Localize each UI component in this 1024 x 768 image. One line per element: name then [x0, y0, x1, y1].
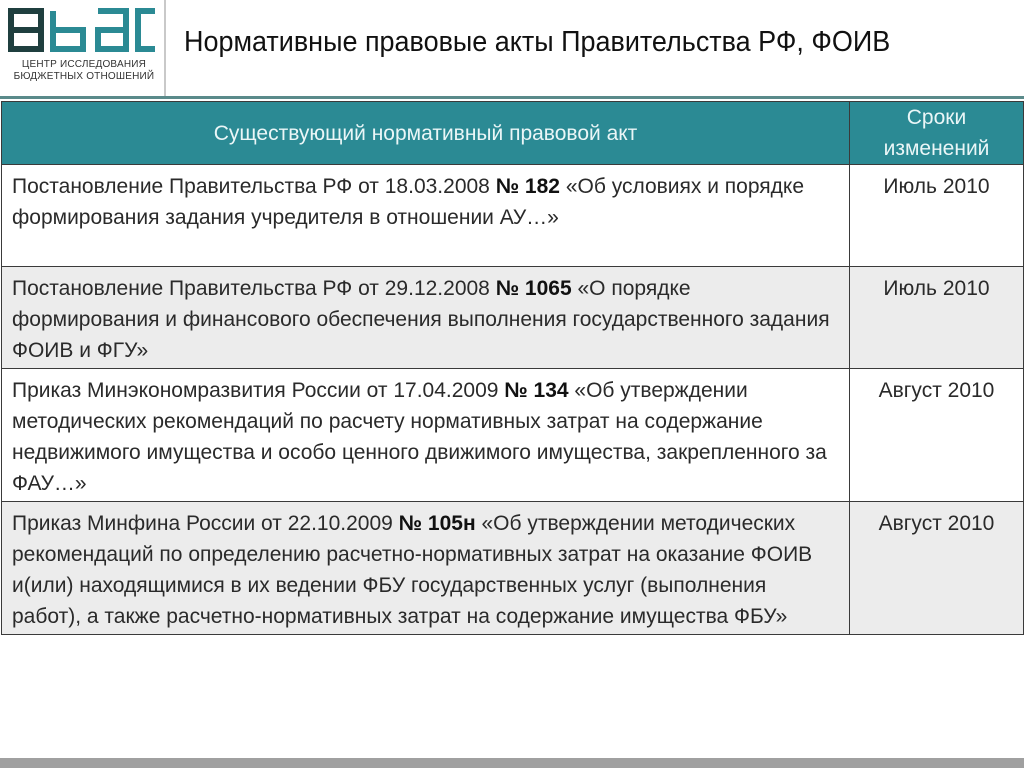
- term-cell: Июль 2010: [850, 165, 1024, 267]
- act-cell: [2, 165, 850, 267]
- term-cell: Август 2010: [850, 502, 1024, 635]
- header-term: Сроки изменений: [850, 102, 1024, 165]
- act-suffix: «Об утверждении методических рекомендаций по расчету нормативных затрат на содержание недвижимого имущества и особо ценного движимого имущества, закрепленного за ФАУ…»: [12, 379, 827, 495]
- act-prefix: Приказ Минэкономразвития России от 17.04.2009: [12, 379, 505, 402]
- footer-bar: [0, 758, 1024, 768]
- logo-mark-icon: [8, 8, 158, 54]
- act-cell: [2, 502, 850, 635]
- act-prefix: Постановление Правительства РФ от 18.03.2008: [12, 175, 496, 198]
- act-cell: [2, 267, 850, 369]
- act-suffix: «Об условиях и порядке формирования задания учредителя в отношении АУ…»: [12, 175, 805, 229]
- act-prefix: Приказ Минфина России от 22.10.2009: [12, 512, 399, 535]
- act-number: № 105н: [398, 512, 476, 535]
- header-divider: [0, 96, 1024, 99]
- act-number: № 1065: [495, 277, 572, 300]
- table-row: [2, 165, 1024, 267]
- logo-caption-line1: ЦЕНТР ИССЛЕДОВАНИЯ: [21, 59, 147, 70]
- act-cell: [2, 369, 850, 502]
- logo-block: [0, 0, 166, 96]
- act-suffix: «О порядке формирования и финансового обеспечения выполнения государственного задания ФОИВ и ФГУ»: [12, 277, 830, 362]
- act-suffix: «Об утверждении методических рекомендаций по определению расчетно-нормативных затрат на оказание ФОИВ и(или) находящимися в их ведении ФБУ государственных услуг (выполнения работ), а также расчетно-нормативных затрат на содержание имущества ФБУ»: [12, 512, 813, 628]
- table-row: [2, 267, 1024, 369]
- term-cell: Июль 2010: [850, 267, 1024, 369]
- act-number: № 134: [504, 379, 569, 402]
- header-act: Существующий нормативный правовой акт: [2, 102, 850, 165]
- page-title: Нормативные правовые акты Правительства РФ, ФОИВ: [184, 26, 891, 58]
- logo-caption: [6, 59, 162, 83]
- table-row: [2, 502, 1024, 635]
- logo-caption-line2: БЮДЖЕТНЫХ ОТНОШЕНИЙ: [13, 71, 155, 82]
- act-number: № 182: [495, 175, 560, 198]
- term-cell: Август 2010: [850, 369, 1024, 502]
- legal-acts-table: [1, 101, 1024, 635]
- table-header-row: [2, 102, 1024, 165]
- act-prefix: Постановление Правительства РФ от 29.12.2008: [12, 277, 496, 300]
- table-row: [2, 369, 1024, 502]
